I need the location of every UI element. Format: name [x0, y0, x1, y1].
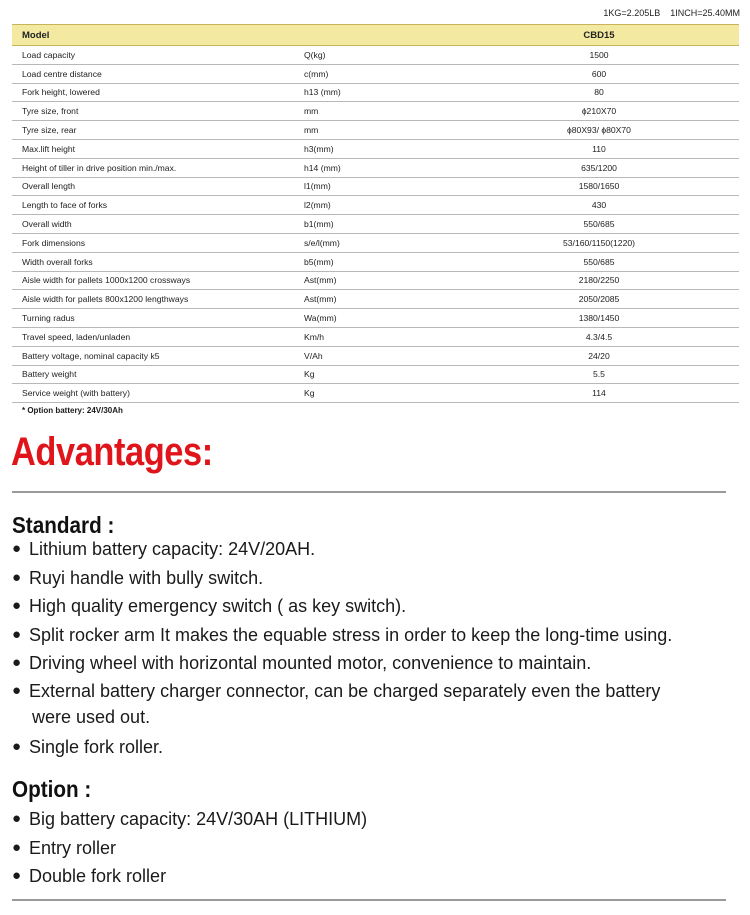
spec-label: Aisle width for pallets 1000x1200 crossways: [12, 271, 293, 290]
table-row: [12, 64, 739, 83]
spec-value: 24/20: [459, 346, 739, 365]
table-row: [12, 121, 739, 140]
bullet-icon: ●: [12, 625, 22, 643]
spec-unit: b1(mm): [293, 215, 459, 234]
header-unit: [293, 25, 459, 46]
bullet-icon: ●: [12, 737, 22, 755]
spec-value: 635/1200: [459, 158, 739, 177]
spec-value: 1500: [459, 46, 739, 65]
table-row: [12, 327, 739, 346]
spec-label: Tyre size, front: [12, 102, 293, 121]
table-row: [12, 252, 739, 271]
table-row: [12, 233, 739, 252]
table-row: [12, 139, 739, 158]
spec-unit: h3(mm): [293, 139, 459, 158]
spec-label: Service weight (with battery): [12, 384, 293, 403]
advantages-title: Advantages:: [11, 430, 213, 474]
spec-unit: mm: [293, 121, 459, 140]
table-row: [12, 83, 739, 102]
spec-value: 114: [459, 384, 739, 403]
table-row: [12, 346, 739, 365]
standard-list: [12, 535, 741, 761]
header-model: Model: [12, 25, 293, 46]
bullet-icon: ●: [12, 681, 22, 699]
spec-unit: Kg: [293, 365, 459, 384]
spec-unit: h14 (mm): [293, 158, 459, 177]
bullet-icon: ●: [12, 867, 22, 884]
table-row: [12, 215, 739, 234]
table-row: [12, 46, 739, 65]
spec-label: Height of tiller in drive position min./max.: [12, 158, 293, 177]
spec-value: 53/160/1150(1220): [459, 233, 739, 252]
spec-unit: mm: [293, 102, 459, 121]
spec-value: ɸ80X93/ ɸ80X70: [459, 121, 739, 140]
spec-table: [12, 24, 739, 403]
table-row: [12, 158, 739, 177]
divider: [12, 899, 726, 901]
bullet-icon: ●: [12, 540, 22, 557]
spec-value: 2050/2085: [459, 290, 739, 309]
spec-label: Battery weight: [12, 365, 293, 384]
list-item: ● Split rocker arm It makes the equable stress in order to keep the long-time using.: [12, 621, 741, 650]
header-cbd15: CBD15: [459, 25, 739, 46]
spec-value: 1380/1450: [459, 309, 739, 328]
option-battery-note: * Option battery: 24V/30Ah: [22, 406, 123, 415]
spec-label: Width overall forks: [12, 252, 293, 271]
spec-unit: Km/h: [293, 327, 459, 346]
spec-label: Overall length: [12, 177, 293, 196]
spec-value: 550/685: [459, 215, 739, 234]
spec-unit: l2(mm): [293, 196, 459, 215]
spec-label: Aisle width for pallets 800x1200 lengthways: [12, 290, 293, 309]
spec-unit: s/e/l(mm): [293, 233, 459, 252]
table-row: [12, 271, 739, 290]
spec-value: 110: [459, 139, 739, 158]
spec-unit: Ast(mm): [293, 290, 459, 309]
bullet-icon: ●: [12, 838, 22, 856]
spec-unit: Q(kg): [293, 46, 459, 65]
table-row: [12, 365, 739, 384]
list-item: ● External battery charger connector, can be charged separately even the battery were used out.: [12, 678, 741, 733]
list-item: ● High quality emergency switch ( as key switch).: [12, 592, 741, 621]
spec-unit: l1(mm): [293, 177, 459, 196]
spec-label: Tyre size, rear: [12, 121, 293, 140]
spec-unit: b5(mm): [293, 252, 459, 271]
bullet-icon: ●: [12, 568, 22, 586]
bullet-icon: ●: [12, 810, 22, 827]
table-row: [12, 177, 739, 196]
table-row: [12, 309, 739, 328]
spec-header-row: [12, 25, 739, 46]
spec-label: Length to face of forks: [12, 196, 293, 215]
spec-value: ɸ210X70: [459, 102, 739, 121]
option-list: [12, 805, 367, 891]
unit-conversion: 1KG=2.205LB 1INCH=25.40MM: [603, 8, 740, 18]
list-item: ● Single fork roller.: [12, 733, 741, 762]
spec-label: Load centre distance: [12, 64, 293, 83]
spec-unit: V/Ah: [293, 346, 459, 365]
list-item: ● Ruyi handle with bully switch.: [12, 564, 741, 593]
table-row: [12, 290, 739, 309]
list-item: ● Entry roller: [12, 834, 367, 863]
spec-unit: Wa(mm): [293, 309, 459, 328]
spec-label: Load capacity: [12, 46, 293, 65]
spec-value: 4.3/4.5: [459, 327, 739, 346]
spec-unit: Kg: [293, 384, 459, 403]
spec-value: 430: [459, 196, 739, 215]
spec-value: 80: [459, 83, 739, 102]
spec-label: Battery voltage, nominal capacity k5: [12, 346, 293, 365]
spec-value: 2180/2250: [459, 271, 739, 290]
bullet-icon: ●: [12, 654, 22, 671]
list-item: ● Big battery capacity: 24V/30AH (LITHIUM): [12, 805, 367, 834]
spec-label: Fork height, lowered: [12, 83, 293, 102]
list-item: ● Double fork roller: [12, 862, 367, 891]
spec-label: Fork dimensions: [12, 233, 293, 252]
spec-label: Max.lift height: [12, 139, 293, 158]
spec-label: Turning radus: [12, 309, 293, 328]
spec-value: 550/685: [459, 252, 739, 271]
list-item: ● Driving wheel with horizontal mounted motor, convenience to maintain.: [12, 649, 741, 678]
spec-value: 600: [459, 64, 739, 83]
spec-label: Overall width: [12, 215, 293, 234]
spec-unit: h13 (mm): [293, 83, 459, 102]
spec-label: Travel speed, laden/unladen: [12, 327, 293, 346]
list-item: ● Lithium battery capacity: 24V/20AH.: [12, 535, 741, 564]
standard-heading: Standard :: [12, 512, 115, 538]
table-row: [12, 196, 739, 215]
divider: [12, 491, 726, 493]
option-heading: Option :: [12, 776, 92, 802]
spec-value: 5.5: [459, 365, 739, 384]
table-row: [12, 384, 739, 403]
spec-unit: c(mm): [293, 64, 459, 83]
table-row: [12, 102, 739, 121]
bullet-icon: ●: [12, 597, 22, 614]
spec-value: 1580/1650: [459, 177, 739, 196]
spec-unit: Ast(mm): [293, 271, 459, 290]
